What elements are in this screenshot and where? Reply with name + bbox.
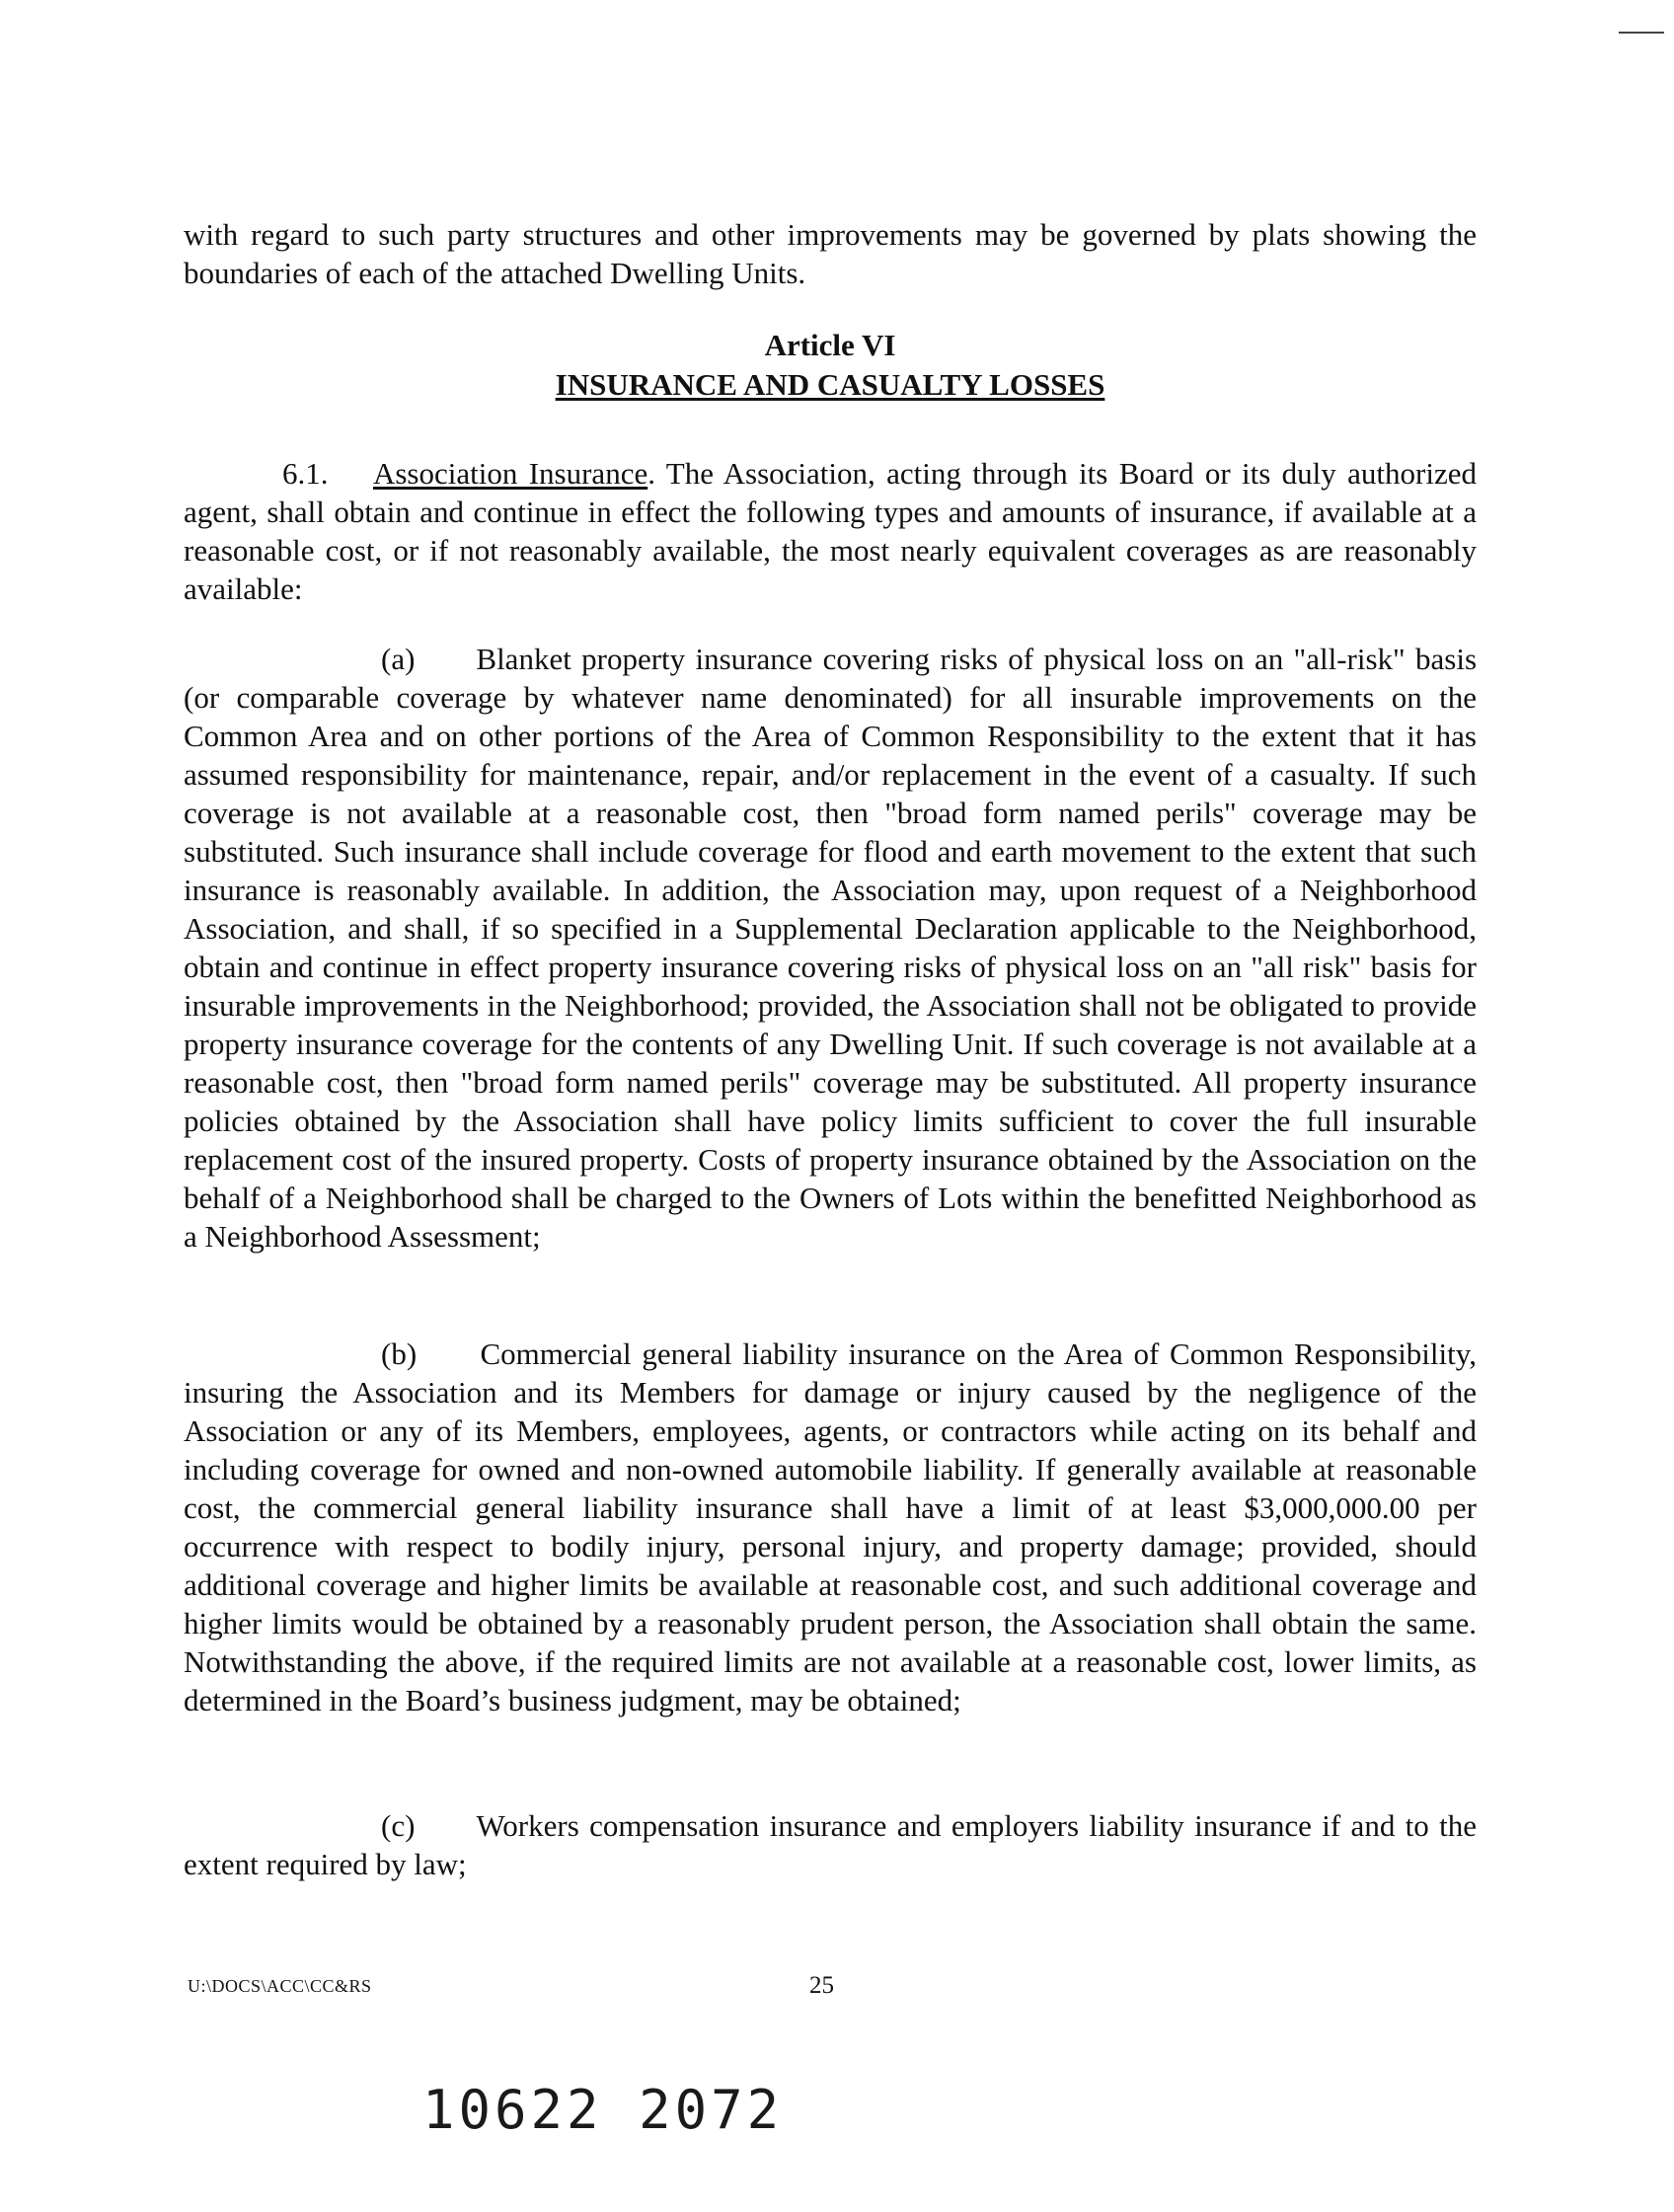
recording-stamp: 10622 2072 — [422, 2079, 784, 2141]
continuation-paragraph: with regard to such party structures and other improvements may be governed by plats showing the boundaries of each of the attached Dwelling Units. — [184, 217, 1477, 290]
item-a-paragraph — [184, 640, 1477, 1256]
section-text: . The Association, acting through its Board or its duly authorized agent, shall obtain and continue in effect the following types and amounts of insurance, if available at a reasonable cost, or if not reasonably available, the most nearly equivalent coverages as are reasonably available: — [184, 456, 1477, 606]
article-heading — [184, 326, 1477, 405]
item-b-marker: (b) — [381, 1336, 418, 1371]
item-b-text: Commercial general liability insurance on the Area of Common Responsibility, insuring the Association and its Members for damage or injury caused by the negligence of the Association or any of its Members, employees, agents, or contractors while acting on its behalf and including coverage for owned and non-owned automobile liability. If generally available at reasonable cost, the commercial general liability insurance shall have a limit of at least $3,000,000.00 per occurrence with respect to bodily injury, personal injury, and property damage; provided, should additional coverage and higher limits be available at reasonable cost, and such additional coverage and higher limits would be obtained by a reasonably prudent person, the Association shall obtain the same. Notwithstanding the above, if the required limits are not available at a reasonable cost, lower limits, as determined in the Board’s business judgment, may be obtained; — [184, 1336, 1477, 1717]
footer-page-number: 25 — [809, 1972, 834, 1999]
item-b-paragraph — [184, 1335, 1477, 1719]
corner-scan-mark — [1619, 32, 1664, 34]
item-a-marker: (a) — [381, 642, 416, 676]
section-number: 6.1. — [282, 456, 329, 491]
section-6-1-paragraph — [184, 454, 1477, 608]
item-c-paragraph — [184, 1806, 1477, 1883]
article-title: INSURANCE AND CASUALTY LOSSES — [555, 367, 1105, 402]
footer-file-path: U:\DOCS\ACC\CC&RS — [188, 1976, 372, 1996]
item-c-text: Workers compensation insurance and employers liability insurance if and to the extent required by law; — [184, 1808, 1478, 1881]
section-label: Association Insurance — [372, 456, 648, 491]
item-c-marker: (c) — [381, 1808, 416, 1843]
item-a-text: Blanket property insurance covering risks of physical loss on an "all-risk" basis (or comparable coverage by whatever name denominated) for all insurable improvements on the Common Area and on other portions of the Area of Common Responsibility to the extent that it has assumed responsibility for maintenance, repair, and/or replacement in the event of a casualty. If such coverage is not available at a reasonable cost, then "broad form named perils" coverage may be substituted. Such insurance shall include coverage for flood and earth movement to the extent that such insurance is reasonably available. In addition, the Association may, upon request of a Neighborhood Association, and shall, if so specified in a Supplemental Declaration applicable to the Neighborhood, obtain and continue in effect property insurance covering risks of physical loss on an "all risk" basis for insurable improvements in the Neighborhood; provided, the Association shall not be obligated to provide property insurance coverage for the contents of any Dwelling Unit. If such coverage is not available at a reasonable cost, then "broad form named perils" coverage may be substituted. All property insurance policies obtained by the Association shall have policy limits sufficient to cover the full insurable replacement cost of the insured property. Costs of property insurance obtained by the Association on the behalf of a Neighborhood shall be charged to the Owners of Lots within the benefitted Neighborhood as a Neighborhood Assessment; — [184, 642, 1478, 1254]
article-number: Article VI — [764, 328, 896, 362]
